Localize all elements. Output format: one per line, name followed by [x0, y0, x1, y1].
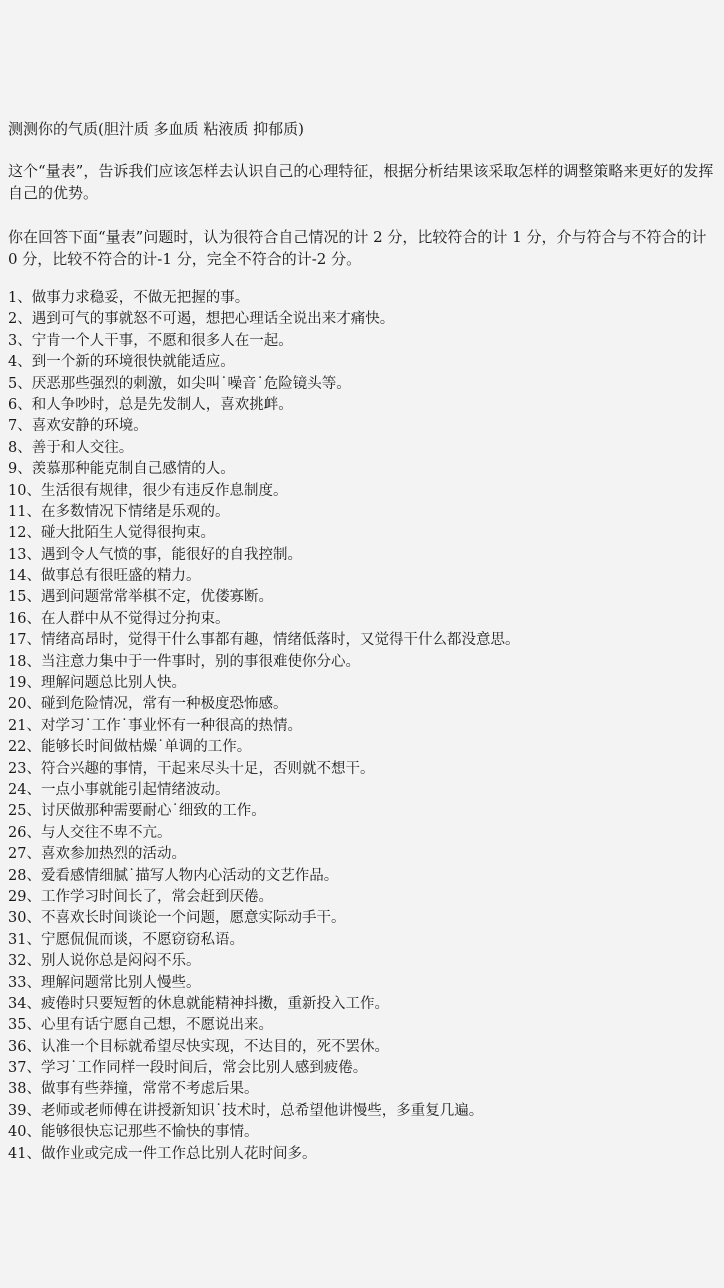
question-item: 34、疲倦时只要短暂的休息就能精神抖擞，重新投入工作。 [8, 995, 389, 1012]
question-item: 33、理解问题常比别人慢些。 [8, 974, 201, 991]
question-item: 20、碰到危险情况，常有一种极度恐怖感。 [8, 696, 288, 713]
intro-paragraph-scoring: 你在回答下面“量表”问题时，认为很符合自己情况的计 2 分，比较符合的计 1 分，介与符合与不符合的计 0 分，比较不符合的计-1 分，完全不符合的计-2 分。 [8, 228, 707, 268]
question-item: 17、情绪高昂时，觉得干什么事都有趣，情绪低落时，又觉得干什么都没意思。 [8, 632, 520, 649]
question-item: 2、遇到可气的事就怒不可遏，想把心理话全说出来才痛快。 [8, 311, 395, 328]
question-item: 22、能够长时间做枯燥˙单调的工作。 [8, 739, 252, 756]
question-item: 32、别人说你总是闷闷不乐。 [8, 953, 201, 970]
question-item: 24、一点小事就能引起情绪波动。 [8, 781, 230, 798]
question-item: 15、遇到问题常常举棋不定，优偻寡断。 [8, 589, 273, 606]
question-item: 31、宁愿侃侃而谈，不愿窃窃私语。 [8, 931, 244, 948]
intro-paragraph-purpose: 这个“量表”，告诉我们应该怎样去认识自己的心理特征，根据分析结果该采取怎样的调整策略来更好的发挥自己的优势。 [8, 162, 714, 202]
question-item: 41、做作业或完成一件工作总比别人花时间多。 [8, 1145, 317, 1162]
question-item: 5、厌恶那些强烈的刺激，如尖叫˙噪音˙危险镜头等。 [8, 375, 351, 392]
question-item: 28、爱看感情细腻˙描写人物内心活动的文艺作品。 [8, 867, 339, 884]
question-item: 12、碰大批陌生人觉得很拘束。 [8, 525, 215, 542]
question-item: 16、在人群中从不觉得过分拘束。 [8, 610, 230, 627]
question-list [8, 288, 720, 1165]
question-item: 7、喜欢安静的环境。 [8, 418, 148, 435]
question-item: 10、生活很有规律，很少有违反作息制度。 [8, 482, 288, 499]
question-item: 39、老师或老师傅在讲授新知识˙技术时，总希望他讲慢些，多重复几遍。 [8, 1102, 484, 1119]
question-item: 29、工作学习时间长了，常会赶到厌倦。 [8, 888, 273, 905]
question-item: 1、做事力求稳妥，不做无把握的事。 [8, 290, 250, 306]
question-item: 40、能够很快忘记那些不愉快的事情。 [8, 1124, 259, 1141]
question-item: 30、不喜欢长时间谈论一个问题，愿意实际动手干。 [8, 910, 346, 927]
question-item: 11、在多数情况下情绪是乐观的。 [8, 503, 230, 520]
question-item: 27、喜欢参加热烈的活动。 [8, 846, 186, 863]
question-item: 23、符合兴趣的事情，干起来尽头十足，否则就不想干。 [8, 760, 375, 777]
question-item: 38、做事有些莽撞，常常不考虑后果。 [8, 1081, 259, 1098]
question-item: 3、宁肯一个人干事，不愿和很多人在一起。 [8, 332, 293, 349]
question-item: 6、和人争吵时，总是先发制人，喜欢挑衅。 [8, 396, 293, 413]
question-item: 4、到一个新的环境很快就能适应。 [8, 354, 235, 371]
document-title: 测测你的气质(胆汁质 多血质 粘液质 抑郁质) [8, 120, 305, 138]
question-item: 14、做事总有很旺盛的精力。 [8, 568, 201, 585]
question-item: 21、对学习˙工作˙事业怀有一种很高的热情。 [8, 717, 302, 734]
question-item: 19、理解问题总比别人快。 [8, 675, 186, 692]
question-item: 8、善于和人交往。 [8, 439, 134, 456]
question-item: 18、当注意力集中于一件事时，别的事很难使你分心。 [8, 653, 360, 670]
question-item: 9、羡慕那种能克制自己感情的人。 [8, 461, 235, 478]
question-item: 25、讨厌做那种需要耐心˙细致的工作。 [8, 803, 266, 820]
question-item: 26、与人交往不卑不亢。 [8, 824, 172, 841]
question-item: 36、认准一个目标就希望尽快实现，不达目的，死不罢休。 [8, 1038, 389, 1055]
question-item: 37、学习˙工作同样一段时间后，常会比别人感到疲倦。 [8, 1060, 368, 1077]
question-item: 35、心里有话宁愿自己想，不愿说出来。 [8, 1017, 273, 1034]
question-item: 13、遇到令人气愤的事，能很好的自我控制。 [8, 546, 302, 563]
